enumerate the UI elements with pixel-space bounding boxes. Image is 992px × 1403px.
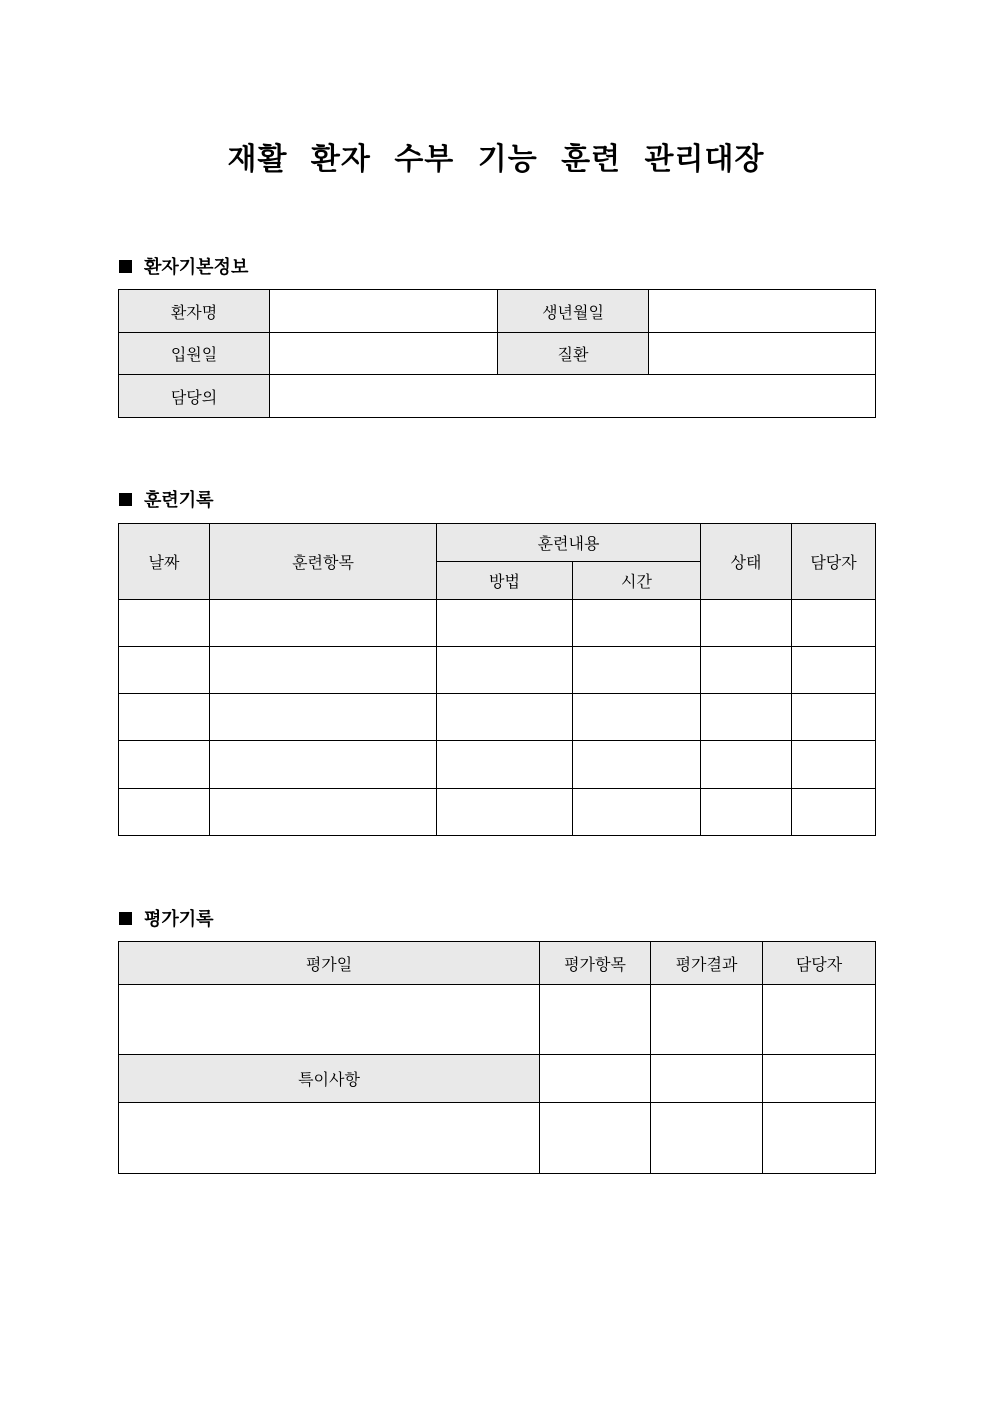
- training-status-cell[interactable]: [701, 741, 792, 789]
- header-status: 상태: [701, 524, 792, 600]
- training-time-cell[interactable]: [573, 694, 701, 741]
- header-method: 방법: [437, 562, 573, 600]
- eval-item-cell[interactable]: [540, 1055, 651, 1103]
- training-item-cell[interactable]: [210, 741, 437, 789]
- header-eval-date: 평가일: [119, 942, 540, 985]
- header-training-content: 훈련내용: [437, 524, 701, 562]
- section-heading-basic: [119, 253, 248, 279]
- training-staff-cell[interactable]: [792, 647, 876, 694]
- training-time-cell[interactable]: [573, 741, 701, 789]
- training-time-cell[interactable]: [573, 647, 701, 694]
- training-item-cell[interactable]: [210, 694, 437, 741]
- training-item-cell[interactable]: [210, 600, 437, 647]
- evaluation-record-table: [118, 941, 876, 1174]
- table-row: [119, 985, 876, 1055]
- disease-field[interactable]: [649, 333, 876, 375]
- eval-result-cell[interactable]: [651, 985, 763, 1055]
- training-date-cell[interactable]: [119, 694, 210, 741]
- table-row: [119, 741, 876, 789]
- header-staff: 담당자: [792, 524, 876, 600]
- section-heading-label: 환자기본정보: [144, 257, 249, 278]
- training-time-cell[interactable]: [573, 600, 701, 647]
- header-eval-item: 평가항목: [540, 942, 651, 985]
- section-heading-evaluation: [119, 905, 214, 931]
- square-bullet-icon: [119, 493, 132, 506]
- header-eval-staff: 담당자: [763, 942, 876, 985]
- basic-info-table: [118, 289, 876, 418]
- table-row: [119, 1055, 876, 1103]
- training-item-cell[interactable]: [210, 789, 437, 836]
- table-row: [119, 1103, 876, 1174]
- special-notes-cell[interactable]: [119, 1103, 540, 1174]
- section-heading-label: 훈련기록: [144, 490, 214, 511]
- training-staff-cell[interactable]: [792, 741, 876, 789]
- training-status-cell[interactable]: [701, 789, 792, 836]
- training-date-cell[interactable]: [119, 647, 210, 694]
- label-birth-date: 생년월일: [498, 290, 649, 333]
- table-row: [119, 694, 876, 741]
- doctor-field[interactable]: [270, 375, 876, 418]
- training-time-cell[interactable]: [573, 789, 701, 836]
- eval-item-cell[interactable]: [540, 985, 651, 1055]
- section-heading-training: [119, 486, 214, 512]
- eval-staff-cell[interactable]: [763, 1055, 876, 1103]
- eval-result-cell[interactable]: [651, 1103, 763, 1174]
- training-status-cell[interactable]: [701, 600, 792, 647]
- training-staff-cell[interactable]: [792, 600, 876, 647]
- training-staff-cell[interactable]: [792, 694, 876, 741]
- label-patient-name: 환자명: [119, 290, 270, 333]
- eval-result-cell[interactable]: [651, 1055, 763, 1103]
- training-method-cell[interactable]: [437, 600, 573, 647]
- training-date-cell[interactable]: [119, 600, 210, 647]
- page-title: 재활 환자 수부 기능 훈련 관리대장: [227, 142, 765, 177]
- patient-name-field[interactable]: [270, 290, 498, 333]
- training-staff-cell[interactable]: [792, 789, 876, 836]
- header-special-notes: 특이사항: [119, 1055, 540, 1103]
- square-bullet-icon: [119, 260, 132, 273]
- header-date: 날짜: [119, 524, 210, 600]
- square-bullet-icon: [119, 912, 132, 925]
- label-disease: 질환: [498, 333, 649, 375]
- eval-staff-cell[interactable]: [763, 1103, 876, 1174]
- birth-date-field[interactable]: [649, 290, 876, 333]
- header-training-item: 훈련항목: [210, 524, 437, 600]
- header-eval-result: 평가결과: [651, 942, 763, 985]
- training-item-cell[interactable]: [210, 647, 437, 694]
- table-row: [119, 789, 876, 836]
- training-date-cell[interactable]: [119, 789, 210, 836]
- table-row: [119, 647, 876, 694]
- label-doctor: 담당의: [119, 375, 270, 418]
- eval-item-cell[interactable]: [540, 1103, 651, 1174]
- label-admission-date: 입원일: [119, 333, 270, 375]
- admission-date-field[interactable]: [270, 333, 498, 375]
- training-record-table: [118, 523, 876, 836]
- training-status-cell[interactable]: [701, 694, 792, 741]
- section-heading-label: 평가기록: [144, 909, 214, 930]
- training-method-cell[interactable]: [437, 694, 573, 741]
- training-method-cell[interactable]: [437, 741, 573, 789]
- eval-staff-cell[interactable]: [763, 985, 876, 1055]
- eval-date-cell[interactable]: [119, 985, 540, 1055]
- header-time: 시간: [573, 562, 701, 600]
- training-method-cell[interactable]: [437, 789, 573, 836]
- table-row: [119, 600, 876, 647]
- training-date-cell[interactable]: [119, 741, 210, 789]
- training-status-cell[interactable]: [701, 647, 792, 694]
- training-method-cell[interactable]: [437, 647, 573, 694]
